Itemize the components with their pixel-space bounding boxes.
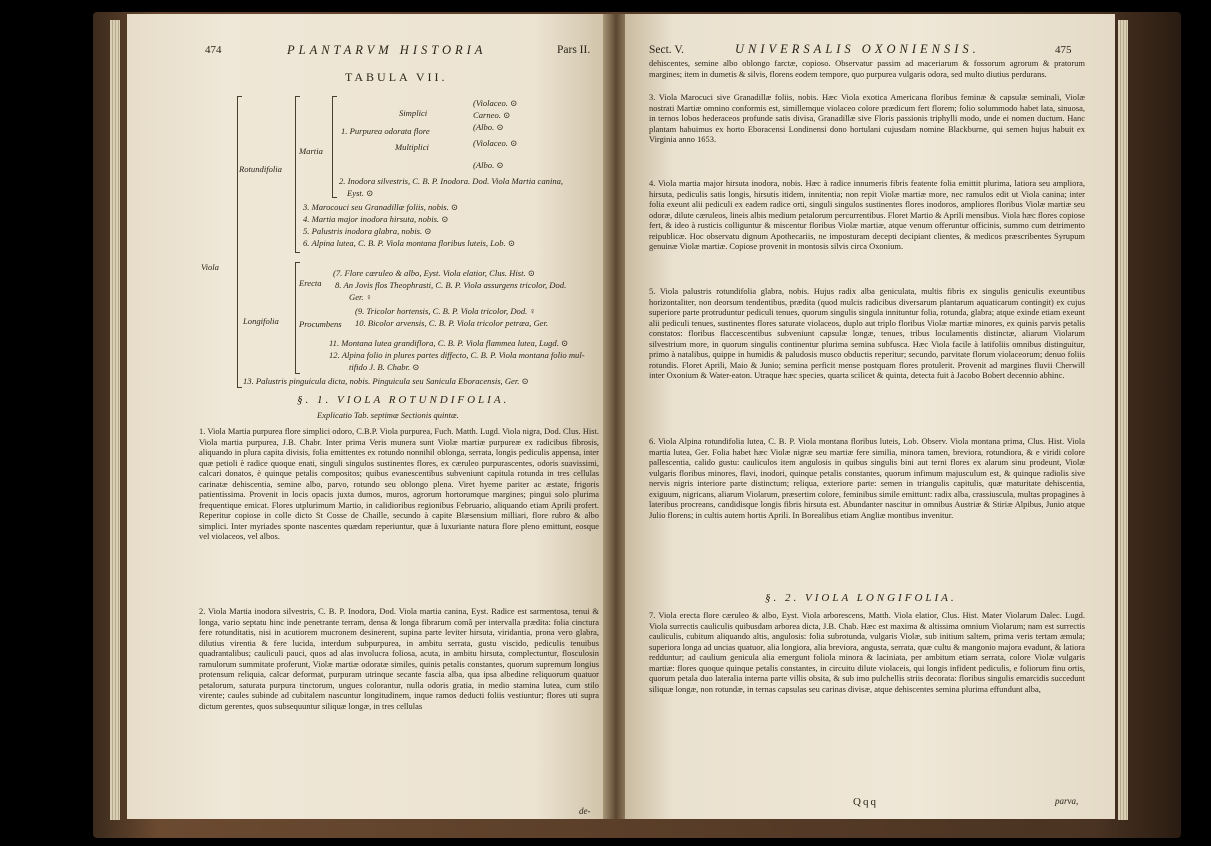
paragraph-6-text: 6. Viola Alpina rotundifolia lutea, C. B. P. Viola montana floribus luteis, Lob. Observ. Viola montana prima, Clus. Hist. Viola martia lutea, Ger. Folia habet hæc Violæ nigræ seu martiæ fere similia, minora tamen, breviora, rotundiora, & e viridi colore pallescentia, calido gustu: cauliculos item angulosis in quibus singulis bini aut terni flores ex alarum sinu prodeunt, Violæ vulgaris floribus minores, flavi, inodori, quinque petalis constantes, quorum infimum majusculum est, & quinque radiolis sive nervis nigris interiore parte distinctum; reliqua, exteriore parte: semen in triangulis capitulis, quæ maturitate dehiscentia, exiguum, nigricans, aliarum Violarum, præsertim colore, feminibus simile emittunt: radix alba, crassiuscula, multas propagines à lateribus procreans, candidisque longis fibris hirsuta est. Abundanter nascitur in omnibus Austriæ & Stiriæ Alpibus, Junio atque Julio florens; in cultis autem hortis Aprili. In Borealibus etiam Angliæ montibus invenitur. <box>649 436 1085 520</box>
table-line: 1. Purpurea odorata flore <box>341 126 430 136</box>
table-line: 10. Bicolor arvensis, C. B. P. Viola tricolor petræa, Ger. <box>355 318 549 328</box>
table-line: 13. Palustris pinguicula dicta, nobis. Pinguicula seu Sanicula Eboracensis, Ger. ⊙ <box>243 376 529 386</box>
group-multiplici: Multiplici <box>395 142 429 152</box>
group-erecta: Erecta <box>299 278 322 288</box>
table-line: 4. Martia major inodora hirsuta, nobis. ⊙ <box>303 214 449 224</box>
group-procumbens: Procumbens <box>299 319 342 329</box>
group-longifolia: Longifolia <box>243 316 279 326</box>
running-head-left: PLANTARVM HISTORIA <box>287 43 487 57</box>
table-line: 12. Alpina folio in plures partes diffecto, C. B. P. Viola montana folio mul- <box>329 350 585 360</box>
paragraph-continued-text: dehiscentes, semine albo oblongo farctæ, copioso. Observatur passim ad maceriarum & fossorum agrorum & pratorum margines; item in dumetis & silvis, florens eodem tempore, quo purpurea vulgaris odora, sed multo diutius perdurans. <box>649 58 1085 79</box>
paragraph-2-text: 2. Viola Martia inodora silvestris, C. B. P. Inodora, Dod. Viola martia canina, Eyst. Radice est sarmentosa, tenui & longa, vario septatu hinc inde penetrante terram, densa & longa fibrarum comâ per intervalla prædita: folia cinctura fere rotunditatis, nisi in acutiorem mucronem desinerent, supina parte leviter hirsuta, viridantia, prona vero glabra, dilutius virentia & fere lucida, interdum subpurpurea, in ambitu serrata, gustu viscido, pediculis tenuibus quadrantalibus; cauliculi pauci, quos ad alas involucra foliosa, acuta, in ambitu hirsuta, complectuntur, flosculosin ramulorum summitate proferunt, Violæ martiæ odoratæ similes, quinis petalis constantes, quorum supremum longius protensum reliquia, calcar deformat, purpuram utrinque secante fascia alba, qua ipsa albedine reliquorum quatuor petalorum, saturata purpura tinctorum, ungues colorantur, nulla odoris gratia, in medio stamina lutea, cum stilo virente; caules subinde ad cubitalem nascuntur longitudinem, inque ramos deducti foliis vestiuntur; flores uti supra dictum gerentes, quos subsequuntur siliquæ longæ, in tres cellulas <box>199 606 599 711</box>
section-label-right: Sect. V. <box>649 44 685 56</box>
table-line: (Albo. ⊙ <box>473 160 504 170</box>
table-title: TABULA VII. <box>345 70 448 84</box>
left-page <box>127 14 607 819</box>
section-heading-longifolia: §. 2. VIOLA LONGIFOLIA. <box>765 592 957 604</box>
paragraph-7 <box>649 610 1085 790</box>
table-line: (Albo. ⊙ <box>473 122 504 132</box>
page-number-left: 474 <box>205 44 222 56</box>
catchword-left: de- <box>579 806 591 816</box>
section-subheading: Explicatio Tab. septimæ Sectionis quintæ. <box>317 410 459 420</box>
paragraph-6 <box>649 436 1085 586</box>
table-line: (Violaceo. ⊙ <box>473 98 518 108</box>
left-page-edges <box>110 20 120 820</box>
paragraph-4-text: 4. Viola martia major hirsuta inodora, nobis. Hæc à radice innumeris fibris featente folia emittit plurima, latiora seu ampliora, hirsuta, pediculis satis longis, hirsutis itidem, innitentia; non repit Violæ martiæ more, nec ramulos edit ut Viola canina; inter folia exeunt alii pediculi ex eadem radice orti, singuli singulos sustinentes flores inodoros, ampliores floribus Violæ martiæ seu odoræ, dilute cæruleos, lineis albis medium petalorum percurrentibus. Floret Martio & Aprili mensibus. Viola hæc flores copiose fert, & ideo à rusticis colliguntur & miscentur floribus Violæ martiæ, atque venum offeruntur officinis, summo cum detrimento reipublicæ. Hoc observatu dignum Apothecariis, ne imposturam decepti decipiant clientes, & medicos præscribentes Syrupum genuinæ Violæ martiæ. Copiose provenit in montosis silvis circa Oxonium. <box>649 178 1085 252</box>
table-line: 3. Marocouci seu Granadillæ foliis, nobis. ⊙ <box>303 202 459 212</box>
table-line: (7. Flore cæruleo & albo, Eyst. Viola elatior, Clus. Hist. ⊙ <box>333 268 535 278</box>
section-heading-rotundifolia: §. 1. VIOLA ROTUNDIFOLIA. <box>297 394 510 406</box>
paragraph-5-text: 5. Viola palustris rotundifolia glabra, nobis. Hujus radix alba geniculata, multis fibris ex singulis geniculis exeuntibus horizontaliter, non deorsum tendentibus, prædita (quod mulcis radicibus diversarum plantarum aquaticarum contingit) ex cujus superiore parte protruduntur pediculi tenues, quorum singulis singula innituntur folia, rotunda, glabra; atque exinde etiam exeunt alii pediculi tenues, sustinentes flores saturate violaceos, duplo aut triplo floribus Violæ martiæ minores, ex quinis parvis petalis constatos: floribus flaccescentibus subveniunt capsulæ longæ, tenues, tribus loculamentis distinctæ, aliarum Violarum silvestrium more, in quorum singulis continentur plurima semina subfusca. Hæc Viola facile à latifoliis omnibus distinguitur, primo à natalibus, quippe in humidis & paludosis musco obductis reperitur; secundo, parvitate florum violaceorum; denuo foliis rotundis. Floret Aprili, Maio & Junio; semina perficit mense postquam flores protulerit. Provenit ad margines fluvii Cherwill inter Oxonium & Water-eaton. Utraque hæc species, quarta scilicet & quinta, detecta fuit à Jacobo Bobert decennio abhinc. <box>649 286 1085 381</box>
group-martia: Martia <box>299 146 323 156</box>
paragraph-3 <box>649 92 1085 178</box>
table-line: Ger. ♀ <box>349 292 373 302</box>
paragraph-2 <box>199 606 599 806</box>
paragraph-1-text: 1. Viola Martia purpurea flore simplici odoro, C.B.P. Viola purpurea, Fuch. Matth. Lugd. Viola nigra, Dod. Clus. Hist. Viola martia purpurea, J.B. Chabr. Inter prima Veris munera sunt Violæ martiæ purpureæ ex radicibus fibrosis, aliquando in plura capita divisis, folia emittentes ex rotundo nonnihil oblonga, serrata, longis pediculis appensa, inter quæ petioli è radice quoque enati, singuli singulos sustinentes flores, ex cæruleo purpurascentes, odoris suavissimi, calcari donatos, è quinque petalis compositos; quibus evanescentibus subveniunt capitula rotunda in tres cellulas carinatæ dehiscentia, semine albo, parvo, rotundo seu oblongo plena. Viret hyeme pariter ac æstate, frigoris patientissima. Provenit in locis opacis juxta dumos, muros, agrorum hortorumque margines; pingui solo plurima frequentique emicat. Flores utplurimum Martio, in calidioribus regionibus Februario, aliquando etiam Aprili profert. Reperitur copiose in colle dicto St Cosse de Chaille, secundo à capite Blæsensium milliari, flore rubro & albo simplici. Inter myriades sponte nascentes quædam reperiuntur, quæ à luxuriante natura flore pleno emittunt, eosque vel violaceos, vel albos. <box>199 426 599 542</box>
table-line: Eyst. ⊙ <box>347 188 374 198</box>
table-line: Carneo. ⊙ <box>473 110 511 120</box>
table-line: (Violaceo. ⊙ <box>473 138 518 148</box>
group-simplici: Simplici <box>399 108 428 118</box>
paragraph-7-text: 7. Viola erecta flore cæruleo & albo, Eyst. Viola arborescens, Matth. Viola elatior, Clus. Hist. Mater Violarum Dalec. Lugd. Viola surrectis cauliculis quibusdam arborea dicta, J.B. Chab. Hæc est maxima & altissima omnium Violarum; nam est surrectis cauliculis, cubitum aliquando altis, angulosis: folia subrotunda, vulgaris Violæ, sub initium saltem, prima veris tertam æmula; superiora longa ad uncias quatuor, alia longiora, alia breviora, angusta, serrata, quæ cultu & mangonio majora evadunt, & latiora redduntur; ad caulium genicula alia emergunt foliola minora & laciniata, per ambitum etiam serrata, colore Violæ vulgaris martiæ: flores quoque quinque petalis constantes, in circuitu dilute violaceis, qui longis infident pediculis, e foliorum finu ortis, quorum petala duo lateralia interna parte villis obsita, & sub imo pulchellis striis decorata: floribus singulis emarcidis succedunt siliquæ longæ, non rotundæ, in ternas capsulas seu carinas divisæ, atque dehiscentes semina plurima effundunt alba, <box>649 610 1085 694</box>
running-head-right: UNIVERSALIS OXONIENSIS. <box>735 42 980 56</box>
table-line: (9. Tricolor hortensis, C. B. P. Viola tricolor, Dod. ♀ <box>355 306 536 316</box>
brace-martia <box>332 96 337 198</box>
table-line: 2. Inodora silvestris, C. B. P. Inodora. Dod. Viola Martia canina, <box>339 176 564 186</box>
paragraph-4 <box>649 178 1085 286</box>
brace-rotund <box>295 96 300 253</box>
table-line: 11. Montana lutea grandiflora, C. B. P. Viola flammea lutea, Lugd. ⊙ <box>329 338 569 348</box>
right-page-edges <box>1118 20 1128 820</box>
page-number-right: 475 <box>1055 44 1072 56</box>
group-rotundifolia: Rotundifolia <box>239 164 282 174</box>
table-line: 6. Alpina lutea, C. B. P. Viola montana floribus luteis, Lob. ⊙ <box>303 238 516 248</box>
section-label-left: Pars II. <box>557 44 591 56</box>
table-line: 8. An Jovis flos Theophrasti, C. B. P. Viola assurgens tricolor, Dod. <box>335 280 567 290</box>
brace-viola <box>237 96 242 388</box>
catchword-right: parva, <box>1055 796 1079 806</box>
paragraph-continued <box>649 58 1085 91</box>
table-line: tifido J. B. Chabr. ⊙ <box>349 362 420 372</box>
signature-mark: Qqq <box>853 796 878 808</box>
right-page <box>625 14 1115 819</box>
paragraph-1 <box>199 426 599 604</box>
paragraph-3-text: 3. Viola Marocuci sive Granadillæ foliis, nobis. Hæc Viola exotica Americana floribus feminæ & capsulæ seminali, Violæ nostrati Martiæ omnino conformis est, simillemque violaceo colore prædicum fert florem; folio solummodo habet lata, sinuosa, in ternos lobos hederaceos profunde satis divisa, Granadillæ sive Floris passionis triphylli modo, unde ei nomen ductum. Hanc plantam habuimus ex horto Eboracensi Londinensi dono hortulani cujusdam nomine Blackburne, qui semen hujus habuit ex Virginia anno 1653. <box>649 92 1085 145</box>
paragraph-5 <box>649 286 1085 436</box>
table-line: 5. Palustris inodora glabra, nobis. ⊙ <box>303 226 432 236</box>
group-viola: Viola <box>201 262 219 272</box>
